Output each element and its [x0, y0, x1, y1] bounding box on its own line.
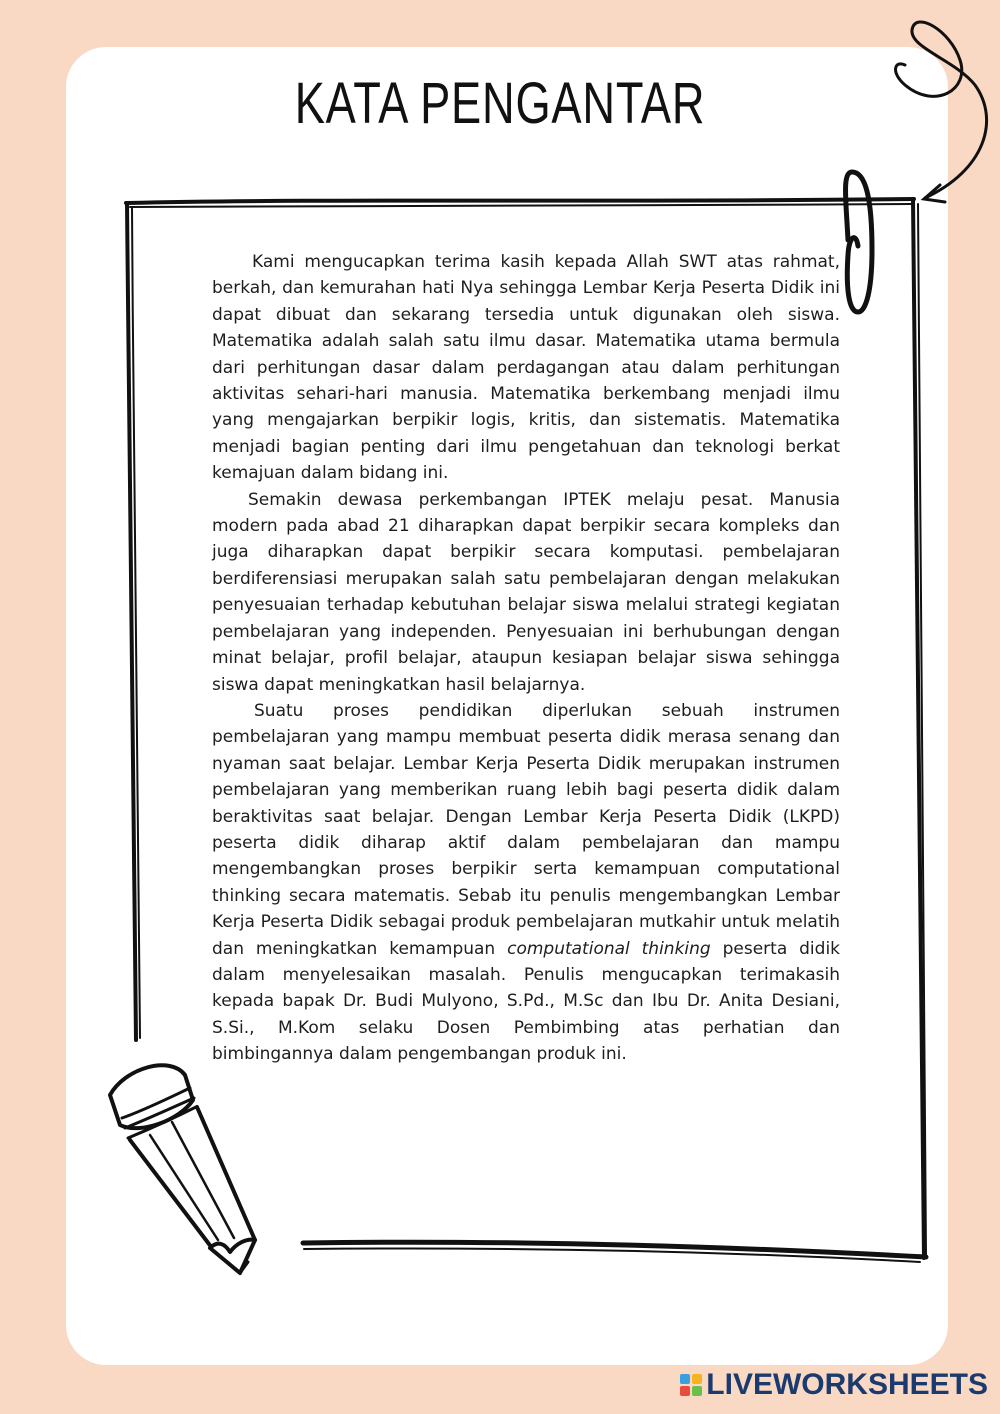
- pencil-icon: [110, 1065, 255, 1273]
- liveworksheets-logo-icon: [680, 1374, 702, 1396]
- page-title: KATA PENGANTAR: [294, 71, 706, 136]
- logo-text: LIVEWORKSHEETS: [706, 1368, 988, 1401]
- liveworksheets-logo[interactable]: [680, 1368, 988, 1402]
- paragraph-3: [212, 698, 840, 1068]
- paragraph-3-part-1: Suatu proses pendidikan diperlukan sebuah instrumen pembelajaran yang mampu membuat peserta didik merasa senang dan nyaman saat belajar. Lembar Kerja Peserta Didik merupakan instrumen pembelajaran yang memberikan ruang lebih bagi peserta didik dalam beraktivitas saat belajar. Dengan Lembar Kerja Peserta Didik (LKPD) peserta didik diharap aktif dalam pembelajaran dan mampu mengembangkan proses berpikir serta kemampuan computational thinking secara matematis. Sebab itu penulis mengembangkan Lembar Kerja Peserta Didik sebagai produk pembelajaran mutkahir untuk melatih dan meningkatkan kemampuan: [212, 700, 840, 959]
- paragraph-3-part-2: peserta didik dalam menyelesaikan masalah. Penulis mengucapkan terimakasih kepada bapak Dr. Budi Mulyono, S.Pd., M.Sc dan Ibu Dr. Anita Desiani, S.Si., M.Kom selaku Dosen Pembimbing atas perhatian dan bimbingannya dalam pengembangan produk ini.: [212, 938, 841, 1065]
- curly-arrow-icon: [896, 22, 987, 202]
- paragraph-1: Kami mengucapkan terima kasih kepada Allah SWT atas rahmat, berkah, dan kemurahan hati Nya sehingga Lembar Kerja Peserta Didik ini dapat dibuat dan sekarang tersedia untuk digunakan oleh siswa. Matematika adalah salah satu ilmu dasar. Matematika utama bermula dari perhitungan dasar dalam perdagangan atau dalam perhitungan aktivitas sehari-hari manusia. Matematika berkembang menjadi ilmu yang mengajarkan berpikir logis, kritis, dan sistematis. Matematika menjadi bagian penting dari ilmu pengetahuan dan teknologi berkat kemajuan dalam bidang ini.: [212, 252, 840, 484]
- paragraph-2: Semakin dewasa perkembangan IPTEK melaju pesat. Manusia modern pada abad 21 diharapkan dapat berpikir secara kompleks dan juga diharapkan dapat berpikir secara komputasi. pembelajaran berdiferensiasi merupakan salah satu pembelajaran dengan melakukan penyesuaian terhadap kebutuhan belajar siswa melalui strategi kegiatan pembelajaran yang independen. Penyesuaian ini berhubungan dengan minat belajar, profil belajar, ataupun kesiapan belajar siswa sehingga siswa dapat meningkatkan hasil belajarnya.: [212, 489, 840, 695]
- paper-clip-icon: [846, 172, 873, 312]
- body-text: [212, 249, 840, 1068]
- logo-square-1: [680, 1374, 690, 1384]
- paragraph-3-italic: computational thinking: [507, 938, 711, 959]
- logo-square-4: [692, 1386, 702, 1396]
- logo-square-2: [692, 1374, 702, 1384]
- logo-square-3: [680, 1386, 690, 1396]
